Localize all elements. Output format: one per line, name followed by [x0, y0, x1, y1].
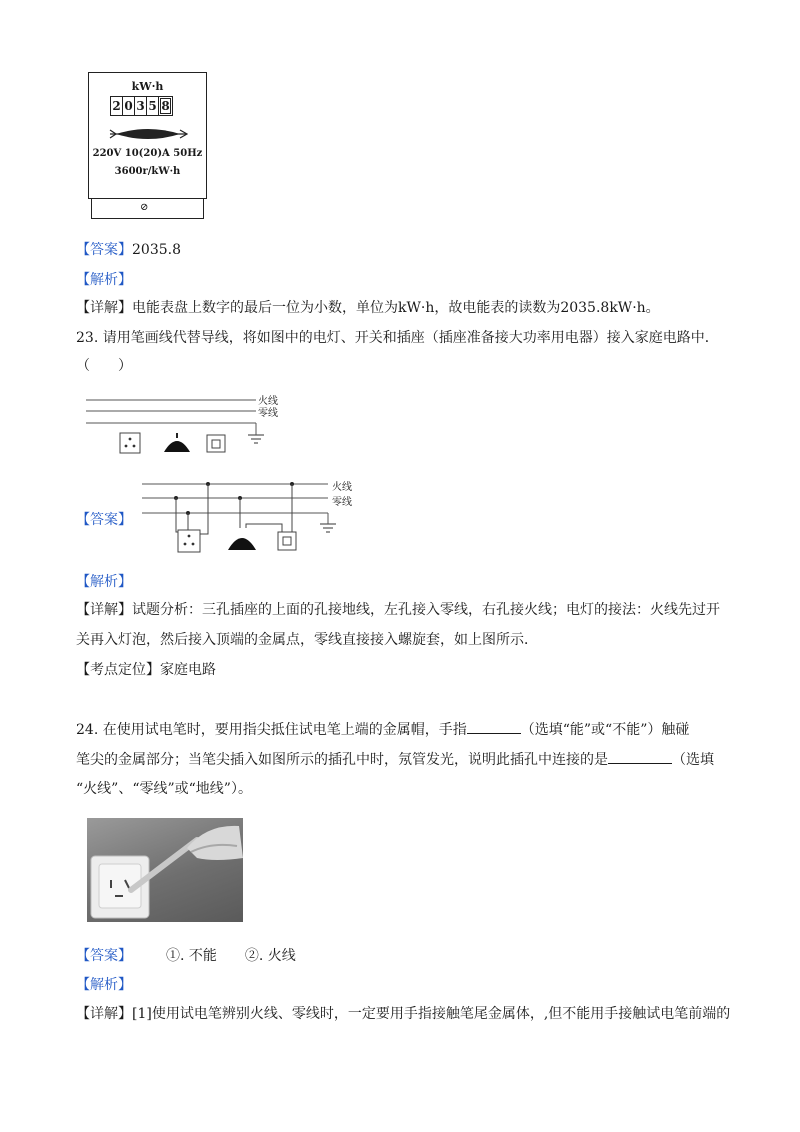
- analysis-tag: 【解析】: [76, 272, 132, 288]
- q22-answer: [76, 240, 181, 260]
- q23-knowledge-point: [76, 660, 216, 680]
- q24-question-line3: “火线”、“零线”或“地线”）。: [76, 781, 252, 797]
- meter-digit: 5: [147, 97, 159, 115]
- meter-digit: 2: [111, 97, 123, 115]
- q23-answer: [76, 510, 132, 530]
- meter-unit: kW·h: [131, 80, 164, 93]
- answer-2: ②. 火线: [244, 948, 296, 964]
- q23-question: 23. 请用笔画线代替导线，将如图中的电灯、开关和插座（插座准备接大功率用电器）接入家庭电路中．: [76, 330, 719, 346]
- q24-answer: [76, 946, 296, 966]
- answer-blank-2[interactable]: [608, 749, 672, 764]
- q23-detail-line2: 关再入灯泡，然后接入顶端的金属点，零线直接接入螺旋套，如上图所示．: [76, 632, 538, 648]
- detail-tag: 【详解】: [76, 300, 132, 316]
- analysis-tag: 【解析】: [76, 977, 132, 993]
- answer-blank-1[interactable]: [467, 719, 521, 734]
- answer-tag: 【答案】: [76, 512, 132, 528]
- kp-tag: 【考点定位】: [76, 662, 160, 678]
- q24-analysis: [76, 975, 132, 995]
- meter-digit: 0: [123, 97, 135, 115]
- q22-analysis: [76, 270, 132, 290]
- q23-detail-line1: [76, 600, 720, 620]
- q24-text: （选填“能”或“不能”）触碰: [520, 722, 690, 738]
- q24-question-line2: [76, 749, 714, 770]
- q23-analysis: [76, 572, 132, 592]
- q24-question-line1: [76, 719, 689, 740]
- kp-text: 家庭电路: [160, 662, 216, 678]
- q22-detail: [76, 298, 660, 318]
- detail-text: 试题分析：三孔插座的上面的孔接地线，左孔接入零线，右孔接火线；电灯的接法：火线先过开: [132, 602, 720, 618]
- label-neutral-wire: 零线: [258, 408, 278, 419]
- q24-detail: [76, 1004, 730, 1024]
- circuit-answer-diagram: [142, 472, 356, 556]
- meter-digit: 3: [135, 97, 147, 115]
- detail-tag: 【详解】: [76, 602, 132, 618]
- circuit-question-diagram: [86, 390, 282, 462]
- label-neutral-wire: 零线: [332, 497, 352, 508]
- meter-disk-indicator: [108, 124, 188, 144]
- q23-bracket: （ ）: [76, 358, 132, 374]
- answer-tag: 【答案】: [76, 242, 132, 258]
- meter-spec-constant: 3600r/kW·h: [114, 166, 181, 177]
- meter-screw-icon: ⊘: [140, 202, 149, 213]
- energy-meter-figure: [88, 72, 207, 220]
- meter-spec-rating: 220V 10(20)A 50Hz: [92, 148, 203, 159]
- meter-digits: [110, 96, 173, 116]
- answer-1: ①. 不能: [166, 948, 217, 964]
- socket-photo-illustration: [87, 818, 243, 922]
- analysis-tag: 【解析】: [76, 574, 132, 590]
- meter-digit-decimal: 8: [161, 99, 170, 113]
- detail-tag: 【详解】: [76, 1006, 132, 1022]
- label-live-wire: 火线: [258, 396, 278, 407]
- detail-text: 电能表盘上数字的最后一位为小数，单位为kW·h，故电能表的读数为2035.8kW·h。: [132, 300, 660, 316]
- q24-text: 笔尖的金属部分；当笔尖插入如图所示的插孔中时，氖管发光，说明此插孔中连接的是: [76, 752, 608, 768]
- test-pen-socket-photo: [87, 818, 243, 922]
- q24-text: 24. 在使用试电笔时，要用指尖抵住试电笔上端的金属帽，手指: [76, 722, 467, 738]
- q24-text: （选填: [672, 752, 714, 768]
- answer-text: 2035.8: [132, 242, 181, 258]
- detail-text: [1]使用试电笔辨别火线、零线时，一定要用手指接触笔尾金属体，,但不能用手接触试电笔前端的: [132, 1006, 731, 1022]
- label-live-wire: 火线: [332, 482, 352, 493]
- answer-tag: 【答案】: [76, 948, 132, 964]
